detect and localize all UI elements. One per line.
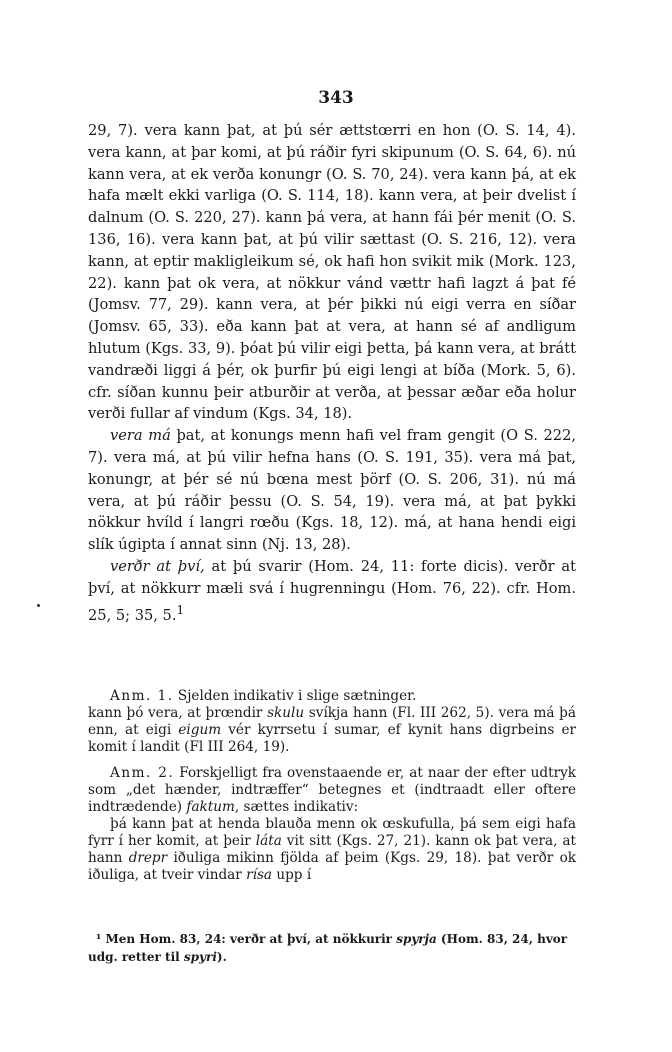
margin-speck: [37, 604, 40, 607]
paragraph-vera-kann: 29, 7). vera kann þat, at þú sér ættstœrri en hon (O. S. 14, 4). vera kann, at þar komi, at þú ráðir fyri skipunum (O. S. 64, 6). nú kann vera, at ek verða konungr (O. S. 70, 24). vera kann þá, at ek hafa mælt ekki varliga (O. S. 114, 18). kann vera, at þeir dvelist í dalnum (O. S. 220, 27). kann þá vera, at hann fái þér menit (O. S. 136, 16). vera kann þat, at þú vilir sættast (O. S. 216, 12). vera kann, at eptir makligleikum sé, ok hafi hon svikit mik (Mork. 123, 22). kann þat ok vera, at nökkur vánd vættr hafi lagzt á þat fé (Jomsv. 77, 29). kann vera, at þér þikki nú eigi verra en síðar (Jomsv. 65, 33). eða kann þat at vera, at hann sé af andligum hlutum (Kgs. 33, 9). þóat þú vilir eigi þetta, þá kann vera, at brátt vandræði liggi á þér, ok þurfir þú eigi lengi at bíða (Mork. 5, 6). cfr. síðan kunnu þeir atburðir at verða, at þessar æðar eða holur verði fullar af vindum (Kgs. 34, 18).: [88, 122, 576, 423]
remark-1: [88, 688, 576, 705]
remark-2-examples: [88, 816, 576, 884]
remarks-section: [88, 688, 576, 884]
footnote-part: (Hom. 83, 24, hvor udg. retter til: [88, 932, 568, 964]
footnote-emphasis: spyrja: [396, 932, 437, 946]
remark-2-text: , sættes indikativ:: [234, 799, 359, 815]
remark-1-examples: [88, 705, 576, 756]
footnote-part: ).: [216, 950, 227, 964]
footnote-emphasis: spyri: [183, 950, 217, 964]
lead-phrase-verdr-at-thvi: verðr at því,: [110, 557, 205, 575]
footnote-text: [88, 930, 576, 966]
remark-2-label: Anm. 2.: [110, 765, 175, 781]
lead-phrase-vera-ma: vera má: [110, 427, 171, 445]
main-text: [88, 120, 576, 626]
remark-2-emphasis: faktum: [186, 799, 235, 815]
example-emphasis: láta: [255, 833, 282, 849]
example-emphasis: skulu: [267, 705, 305, 721]
example-text: kann þó vera, at þrœndir: [88, 705, 268, 721]
example-text: þá kann þat at henda blauða menn ok œskufulla, þá sem eigi hafa fyrr í her komit, at þeir: [88, 816, 576, 849]
remark-1-label: Anm. 1.: [110, 688, 174, 704]
footnote: [88, 930, 576, 966]
example-text: vit sitt (Kgs. 27, 21). kann ok þat vera, at hann: [88, 833, 576, 866]
page-number: 343: [318, 88, 354, 108]
footnote-part: Men Hom. 83, 24: verðr at því, at nökkurir: [101, 932, 397, 946]
remark-1-text: Sjelden indikativ i slige sætninger.: [173, 688, 417, 704]
paragraph-verdr-at-thvi: [88, 556, 576, 626]
example-text: svíkja hann (Fl. III 262, 5). vera má þá enn, at eigi: [88, 705, 576, 738]
paragraph-vera-ma: [88, 425, 576, 556]
example-text: vér kyrrsetu í sumar, ef kynit hans digrbeins er komit í landit (Fl III 264, 19).: [88, 722, 576, 755]
remark-2-text: Forskjelligt fra ovenstaaende er, at naar der efter udtryk som „det hænder, indtræffer“ betegnes et (indtraadt eller oftere indtrædende): [88, 765, 577, 815]
example-emphasis: drepr: [128, 850, 168, 866]
example-emphasis: rísa: [246, 867, 273, 883]
remark-2: [88, 765, 576, 816]
example-emphasis: eigum: [178, 722, 222, 738]
paragraph-text: at þú svarir (Hom. 24, 11: forte dicis). verðr at því, at nökkurr mæli svá í hugrenningu (Hom. 76, 22). cfr. Hom. 25, 5; 35, 5.: [88, 557, 576, 624]
example-text: iðuliga mikinn fjölda af þeim (Kgs. 29, 18). þat verðr ok iðuliga, at tveir vindar: [88, 850, 576, 883]
footnote-reference: 1: [176, 602, 185, 617]
footnote-mark: ¹: [96, 932, 102, 946]
example-text: upp í: [272, 867, 312, 883]
paragraph-text: þat, at konungs menn hafi vel fram gengit (O S. 222, 7). vera má, at þú vilir hefna hans (O. S. 191, 35). vera má þat, konungr, at þér sé nú bœna mest þörf (O. S. 206, 31). nú má vera, at þú ráðir þessu (O. S. 54, 19). vera má, at þat þykki nökkur hvíld í langri rœðu (Kgs. 18, 12). má, at hana hendi eigi slík úgipta í annat sinn (Nj. 13, 28).: [88, 427, 576, 554]
